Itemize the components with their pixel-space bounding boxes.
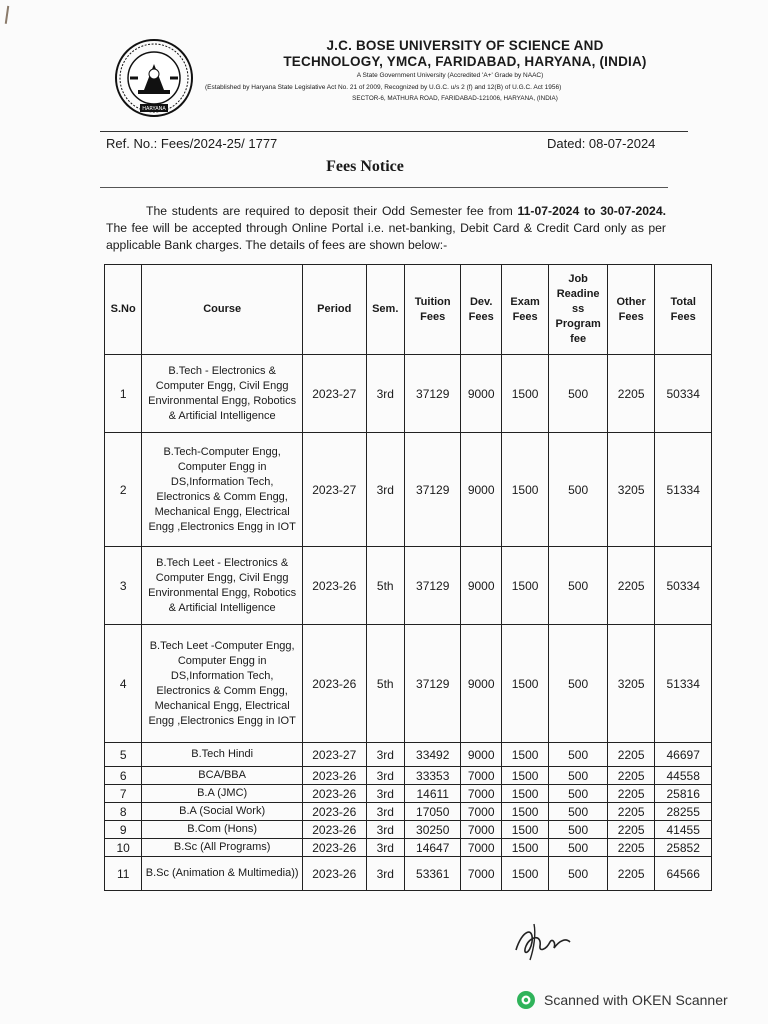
cell-sem: 3rd xyxy=(366,743,404,767)
cell-dev: 9000 xyxy=(461,743,501,767)
col-header: Exam Fees xyxy=(501,265,548,355)
cell-exam: 1500 xyxy=(501,785,548,803)
reference-number: Ref. No.: Fees/2024-25/ 1777 xyxy=(106,136,278,151)
table-row xyxy=(105,433,712,547)
cell-total: 41455 xyxy=(655,821,712,839)
cell-sno: 5 xyxy=(105,743,142,767)
cell-sno: 1 xyxy=(105,355,142,433)
cell-tuition: 37129 xyxy=(404,547,461,625)
cell-course: B.Tech-Computer Engg, Computer Engg in DS,Information Tech, Electronics & Comm Engg, Mechanical Engg, Electrical Engg ,Electronics Engg in IOT xyxy=(142,433,303,547)
cell-sno: 10 xyxy=(105,839,142,857)
cell-period: 2023-27 xyxy=(302,433,366,547)
cell-other: 2205 xyxy=(607,821,654,839)
cell-total: 28255 xyxy=(655,803,712,821)
scanner-label: Scanned with OKEN Scanner xyxy=(544,992,728,1008)
cell-exam: 1500 xyxy=(501,821,548,839)
cell-total: 51334 xyxy=(655,625,712,743)
cell-course: B.Tech Hindi xyxy=(142,743,303,767)
cell-total: 50334 xyxy=(655,355,712,433)
cell-sem: 3rd xyxy=(366,821,404,839)
cell-total: 64566 xyxy=(655,857,712,891)
para-part2: The fee will be accepted through Online Portal i.e. net-banking, Debit Card & Credit Card only as per applicable Bank charges. The details of fees are shown below:- xyxy=(106,221,666,252)
signature-icon xyxy=(512,920,572,962)
cell-job: 500 xyxy=(549,433,608,547)
cell-tuition: 37129 xyxy=(404,625,461,743)
para-part1: The students are required to deposit their Odd Semester fee from xyxy=(146,204,518,218)
col-header: Job Readine ss Program fee xyxy=(549,265,608,355)
cell-sem: 3rd xyxy=(366,355,404,433)
col-header: Course xyxy=(142,265,303,355)
cell-period: 2023-26 xyxy=(302,547,366,625)
notice-title-wrap xyxy=(0,158,768,176)
cell-dev: 9000 xyxy=(461,625,501,743)
cell-sno: 8 xyxy=(105,803,142,821)
table-row xyxy=(105,767,712,785)
cell-job: 500 xyxy=(549,821,608,839)
cell-sno: 4 xyxy=(105,625,142,743)
cell-tuition: 14647 xyxy=(404,839,461,857)
table-row xyxy=(105,355,712,433)
cell-course: B.Sc (Animation & Multimedia)) xyxy=(142,857,303,891)
cell-job: 500 xyxy=(549,785,608,803)
cell-exam: 1500 xyxy=(501,355,548,433)
cell-total: 25852 xyxy=(655,839,712,857)
cell-sem: 5th xyxy=(366,547,404,625)
title-divider xyxy=(100,187,668,188)
cell-dev: 7000 xyxy=(461,785,501,803)
cell-job: 500 xyxy=(549,625,608,743)
cell-job: 500 xyxy=(549,547,608,625)
cell-job: 500 xyxy=(549,857,608,891)
cell-exam: 1500 xyxy=(501,857,548,891)
cell-tuition: 37129 xyxy=(404,433,461,547)
logo-text: HARYANA xyxy=(142,106,166,112)
col-header: Tuition Fees xyxy=(404,265,461,355)
cell-period: 2023-26 xyxy=(302,839,366,857)
cell-other: 2205 xyxy=(607,767,654,785)
cell-exam: 1500 xyxy=(501,625,548,743)
cell-dev: 9000 xyxy=(461,355,501,433)
cell-sem: 3rd xyxy=(366,803,404,821)
cell-course: B.Sc (All Programs) xyxy=(142,839,303,857)
cell-other: 2205 xyxy=(607,743,654,767)
cell-exam: 1500 xyxy=(501,547,548,625)
col-header: Period xyxy=(302,265,366,355)
col-header: Other Fees xyxy=(607,265,654,355)
cell-tuition: 30250 xyxy=(404,821,461,839)
cell-exam: 1500 xyxy=(501,803,548,821)
cell-job: 500 xyxy=(549,743,608,767)
cell-total: 44558 xyxy=(655,767,712,785)
establishment-line: (Established by Haryana State Legislative Act No. 21 of 2009, Recognized by U.G.C. u/s 2 (f) and 12(B) of U.G.C. Act 1956) xyxy=(205,84,562,91)
cell-job: 500 xyxy=(549,803,608,821)
cell-other: 2205 xyxy=(607,857,654,891)
col-header: Dev. Fees xyxy=(461,265,501,355)
cell-tuition: 33492 xyxy=(404,743,461,767)
cell-dev: 7000 xyxy=(461,803,501,821)
cell-exam: 1500 xyxy=(501,839,548,857)
header-divider xyxy=(100,131,688,132)
cell-sem: 3rd xyxy=(366,433,404,547)
cell-period: 2023-26 xyxy=(302,767,366,785)
cell-course: B.A (JMC) xyxy=(142,785,303,803)
cell-other: 3205 xyxy=(607,625,654,743)
notice-date: Dated: 08-07-2024 xyxy=(547,136,656,151)
cell-job: 500 xyxy=(549,767,608,785)
table-row xyxy=(105,625,712,743)
cell-tuition: 53361 xyxy=(404,857,461,891)
cell-sno: 2 xyxy=(105,433,142,547)
cell-course: B.A (Social Work) xyxy=(142,803,303,821)
table-row xyxy=(105,857,712,891)
university-name-line2: TECHNOLOGY, YMCA, FARIDABAD, HARYANA, (INDIA) xyxy=(283,54,647,69)
table-row xyxy=(105,821,712,839)
cell-total: 51334 xyxy=(655,433,712,547)
cell-total: 50334 xyxy=(655,547,712,625)
oken-scanner-icon xyxy=(516,990,536,1010)
notice-title: Fees Notice xyxy=(326,158,404,175)
cell-sno: 7 xyxy=(105,785,142,803)
cell-sno: 11 xyxy=(105,857,142,891)
cell-tuition: 17050 xyxy=(404,803,461,821)
cell-other: 2205 xyxy=(607,785,654,803)
cell-dev: 7000 xyxy=(461,821,501,839)
cell-period: 2023-27 xyxy=(302,743,366,767)
cell-tuition: 33353 xyxy=(404,767,461,785)
cell-dev: 7000 xyxy=(461,839,501,857)
table-header-row xyxy=(105,265,712,355)
cell-dev: 7000 xyxy=(461,767,501,785)
cell-sem: 3rd xyxy=(366,857,404,891)
cell-exam: 1500 xyxy=(501,433,548,547)
cell-job: 500 xyxy=(549,839,608,857)
cell-course: B.Tech - Electronics & Computer Engg, Civil Engg Environmental Engg, Robotics & Artificial Intelligence xyxy=(142,355,303,433)
cell-other: 2205 xyxy=(607,803,654,821)
cell-course: B.Tech Leet - Electronics & Computer Engg, Civil Engg Environmental Engg, Robotics & Artificial Intelligence xyxy=(142,547,303,625)
table-row xyxy=(105,785,712,803)
col-header: Sem. xyxy=(366,265,404,355)
cell-sem: 3rd xyxy=(366,767,404,785)
address-line: SECTOR-6, MATHURA ROAD, FARIDABAD-121006, HARYANA, (INDIA) xyxy=(352,95,558,102)
cell-sem: 3rd xyxy=(366,839,404,857)
cell-dev: 7000 xyxy=(461,857,501,891)
cell-course: B.Com (Hons) xyxy=(142,821,303,839)
cell-sem: 3rd xyxy=(366,785,404,803)
cell-other: 2205 xyxy=(607,839,654,857)
cell-other: 3205 xyxy=(607,433,654,547)
cell-job: 500 xyxy=(549,355,608,433)
col-header: S.No xyxy=(105,265,142,355)
scan-edge-mark xyxy=(5,6,11,24)
university-name-line1: J.C. BOSE UNIVERSITY OF SCIENCE AND xyxy=(326,38,604,53)
table-row xyxy=(105,803,712,821)
cell-period: 2023-26 xyxy=(302,821,366,839)
cell-tuition: 37129 xyxy=(404,355,461,433)
fees-table xyxy=(104,264,712,891)
cell-course: B.Tech Leet -Computer Engg, Computer Engg in DS,Information Tech, Electronics & Comm Engg, Mechanical Engg, Electrical Engg ,Electronics Engg in IOT xyxy=(142,625,303,743)
para-date-range: 11-07-2024 to 30-07-2024. xyxy=(517,204,666,218)
cell-total: 25816 xyxy=(655,785,712,803)
cell-period: 2023-26 xyxy=(302,857,366,891)
cell-tuition: 14611 xyxy=(404,785,461,803)
cell-period: 2023-26 xyxy=(302,803,366,821)
cell-total: 46697 xyxy=(655,743,712,767)
cell-other: 2205 xyxy=(607,547,654,625)
cell-other: 2205 xyxy=(607,355,654,433)
cell-exam: 1500 xyxy=(501,743,548,767)
scanner-watermark xyxy=(516,990,728,1010)
cell-exam: 1500 xyxy=(501,767,548,785)
table-row xyxy=(105,743,712,767)
accreditation-line: A State Government University (Accredited 'A+' Grade by NAAC) xyxy=(356,72,544,79)
cell-sno: 9 xyxy=(105,821,142,839)
cell-course: BCA/BBA xyxy=(142,767,303,785)
cell-period: 2023-27 xyxy=(302,355,366,433)
cell-period: 2023-26 xyxy=(302,625,366,743)
cell-sno: 6 xyxy=(105,767,142,785)
notice-paragraph xyxy=(106,203,666,254)
cell-period: 2023-26 xyxy=(302,785,366,803)
cell-dev: 9000 xyxy=(461,433,501,547)
table-row xyxy=(105,839,712,857)
university-header xyxy=(205,38,765,104)
table-row xyxy=(105,547,712,625)
cell-dev: 9000 xyxy=(461,547,501,625)
col-header: Total Fees xyxy=(655,265,712,355)
cell-sno: 3 xyxy=(105,547,142,625)
cell-sem: 5th xyxy=(366,625,404,743)
